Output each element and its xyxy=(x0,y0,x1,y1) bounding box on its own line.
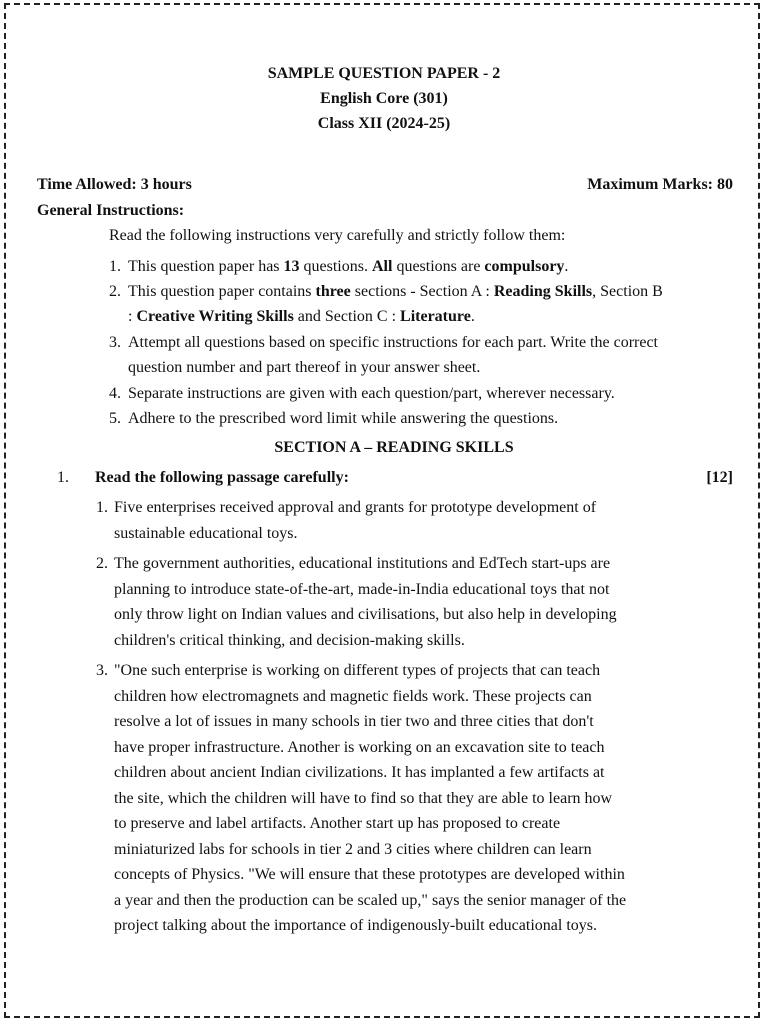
instruction-text: : Creative Writing Skills and Section C : Literature. xyxy=(128,308,475,325)
instruction-number: 5. xyxy=(109,410,121,427)
passage-line: project talking about the importance of indigenously-built educational toys. xyxy=(114,917,597,934)
instruction-number: 3. xyxy=(109,334,121,351)
question-marks: [12] xyxy=(706,469,733,486)
passage-paragraph xyxy=(96,658,706,939)
passage-line: children about ancient Indian civilizations. It has implanted a few artifacts at xyxy=(114,764,605,781)
section-a-title: SECTION A – READING SKILLS xyxy=(274,439,514,456)
passage-line: Five enterprises received approval and grants for prototype development of xyxy=(114,499,597,516)
maximum-marks: Maximum Marks: 80 xyxy=(587,176,733,193)
instruction-number: 4. xyxy=(109,385,121,402)
passage-line: a year and then the production can be scaled up," says the senior manager of the xyxy=(114,891,627,909)
passage-line: children's critical thinking, and decision-making skills. xyxy=(114,631,465,649)
passage-paragraph xyxy=(96,551,706,653)
passage-line: "One such enterprise is working on different types of projects that can teach xyxy=(114,662,601,679)
instruction-number: 1. xyxy=(109,258,121,275)
paper-class: Class XII (2024-25) xyxy=(317,115,451,132)
instruction-text: Attempt all questions based on specific instructions for each part. Write the correct xyxy=(128,334,658,351)
paper-header xyxy=(0,61,768,136)
instruction-item xyxy=(109,406,739,431)
instruction-text: Adhere to the prescribed word limit while answering the questions. xyxy=(128,410,559,427)
passage-line: to preserve and label artifacts. Another start up has proposed to create xyxy=(114,815,561,832)
question-text: Read the following passage carefully: xyxy=(95,469,349,486)
instruction-text: This question paper contains three sections - Section A : Reading Skills, Section B xyxy=(128,283,663,300)
paragraph-number: 2. xyxy=(96,555,108,572)
passage-line: concepts of Physics. "We will ensure that these prototypes are developed within xyxy=(114,866,625,883)
passage-line: planning to introduce state-of-the-art, made-in-India educational toys that not xyxy=(114,580,610,598)
passage-line: only throw light on Indian values and civilisations, but also help in developing xyxy=(114,606,617,623)
passage-paragraph xyxy=(96,495,706,546)
instruction-item xyxy=(109,279,739,329)
instruction-item xyxy=(109,254,739,279)
instruction-text: question number and part thereof in your answer sheet. xyxy=(128,359,481,376)
instruction-text: Separate instructions are given with each question/part, wherever necessary. xyxy=(128,385,615,402)
passage-line: sustainable educational toys. xyxy=(114,524,298,542)
general-instructions-intro: Read the following instructions very carefully and strictly follow them: xyxy=(109,227,566,244)
paper-subject: English Core (301) xyxy=(320,90,448,107)
passage-line: the site, which the children will have to find so that they are able to learn how xyxy=(114,789,613,807)
instruction-number: 2. xyxy=(109,283,121,300)
question-number: 1. xyxy=(57,469,69,486)
paragraph-number: 1. xyxy=(96,499,108,516)
meta-row xyxy=(37,174,733,196)
instruction-item xyxy=(109,330,739,380)
general-instructions-title: General Instructions: xyxy=(37,202,185,219)
passage-line: The government authorities, educational institutions and EdTech start-ups are xyxy=(114,555,611,572)
passage-line: resolve a lot of issues in many schools in tier two and three cities that don't xyxy=(114,713,594,730)
instruction-item xyxy=(109,381,739,406)
passage-line: have proper infrastructure. Another is working on an excavation site to teach xyxy=(114,738,605,756)
paper-title: SAMPLE QUESTION PAPER - 2 xyxy=(267,65,501,82)
passage-line: children how electromagnets and magnetic fields work. These projects can xyxy=(114,687,592,705)
passage-line: miniaturized labs for schools in tier 2 and 3 cities where children can learn xyxy=(114,840,592,858)
instruction-text: This question paper has 13 questions. All questions are compulsory. xyxy=(128,258,569,275)
time-allowed: Time Allowed: 3 hours xyxy=(37,176,192,193)
paragraph-number: 3. xyxy=(96,662,108,679)
